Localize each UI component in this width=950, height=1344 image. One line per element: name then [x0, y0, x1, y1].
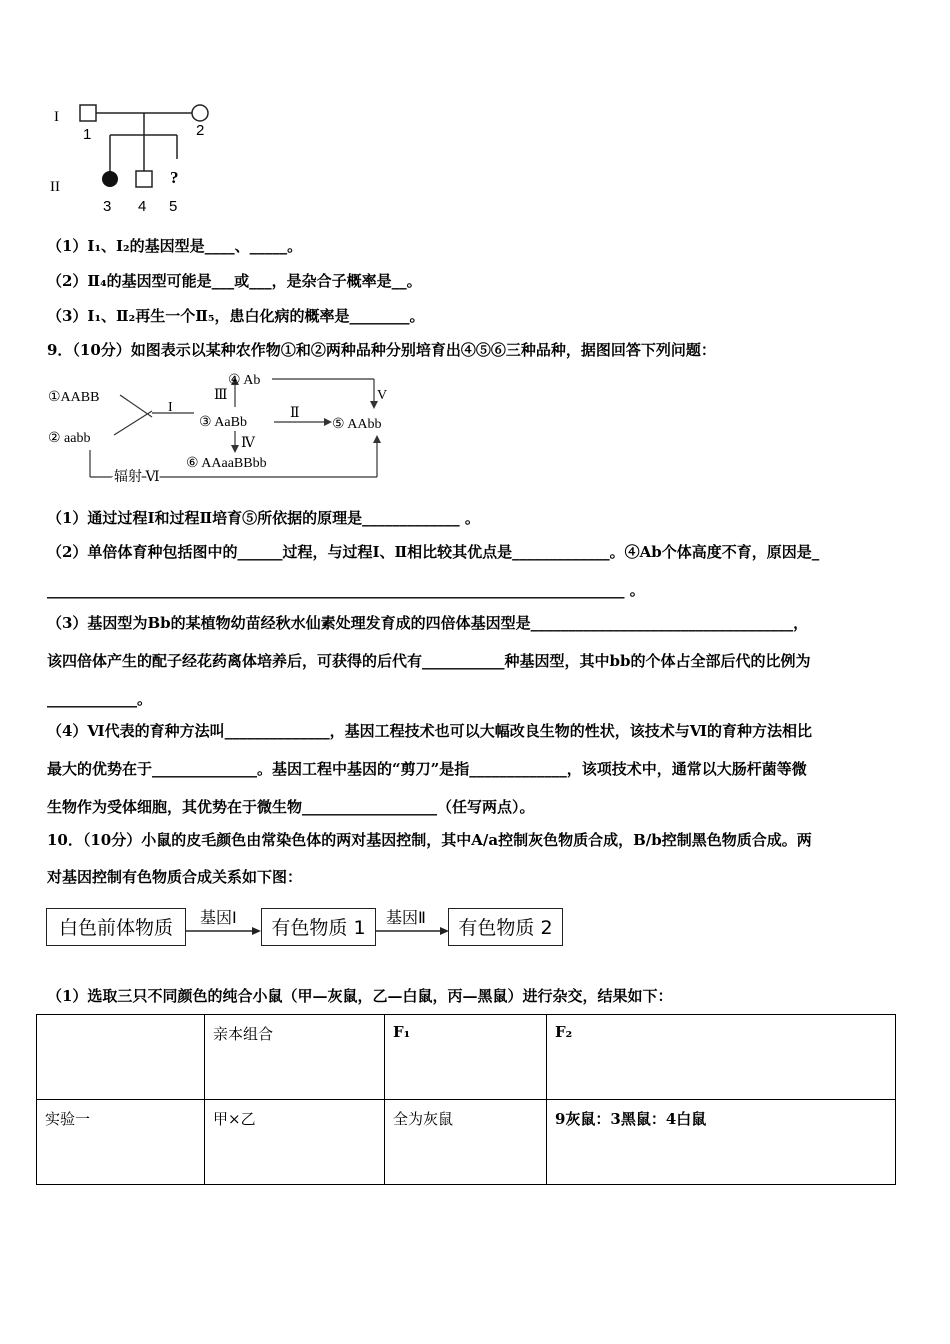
flow-arrow-2 — [376, 925, 450, 937]
q9-part2-line2: _____________________________________________________________________________ 。 — [47, 581, 645, 599]
ind4-label: 4 — [138, 198, 147, 215]
flow-label-gene2: 基因Ⅱ — [386, 908, 426, 927]
gen2-label: II — [50, 179, 60, 195]
ind1-label: 1 — [83, 126, 92, 143]
gen1-label: I — [54, 109, 59, 125]
node-5: ⑤ AAbb — [332, 417, 382, 432]
flow-box-white-precursor: 白色前体物质 — [46, 908, 186, 946]
node-2: ② aabb — [48, 431, 91, 446]
q9-part4-line2: 最大的优势在于______________。基因工程中基因的“剪刀”是指_____________，该项技术中，通常以大肠杆菌等微 — [47, 760, 807, 778]
table-header-cell: F₂ — [547, 1015, 896, 1100]
ind5-label: 5 — [169, 198, 178, 215]
q9-part3-line3: ____________。 — [47, 690, 153, 708]
pedigree-diagram — [40, 95, 230, 220]
node-4: ④ Ab — [228, 373, 261, 388]
breeding-diagram — [44, 365, 404, 485]
flow-box-colored-1: 有色物质 1 — [261, 908, 376, 946]
table-cell: 全为灰鼠 — [385, 1100, 547, 1185]
individual-4-male — [136, 171, 152, 187]
flow-arrow-1 — [186, 925, 262, 937]
q10-title-line2: 对基因控制有色物质合成关系如下图： — [47, 868, 303, 886]
q9-part1: （1）通过过程Ⅰ和过程Ⅱ培育⑤所依据的原理是_____________ 。 — [47, 509, 480, 527]
q10-title-line1: 10．（10分）小鼠的皮毛颜色由常染色体的两对基因控制，其中A/a控制灰色物质合成，B/b控制黑色物质合成。两 — [47, 831, 812, 849]
node-6: ⑥ AAaaBBbb — [186, 456, 267, 471]
table-cell: 实验一 — [37, 1100, 205, 1185]
table-cell: 甲×乙 — [205, 1100, 385, 1185]
ind3-label: 3 — [103, 198, 112, 215]
step-I: I — [168, 400, 173, 415]
q9-part4-line1: （4）Ⅵ代表的育种方法叫______________，基因工程技术也可以大幅改良生物的性状，该技术与Ⅵ的育种方法相比 — [47, 722, 812, 740]
flow-box-colored-2: 有色物质 2 — [448, 908, 563, 946]
q10-part1: （1）选取三只不同颜色的纯合小鼠（甲—灰鼠，乙—白鼠，丙—黑鼠）进行杂交，结果如下： — [47, 987, 673, 1005]
step-II: Ⅱ — [290, 406, 300, 421]
q8-part3: （3）Ⅰ₁、Ⅱ₂再生一个Ⅱ₅，患白化病的概率是________。 — [47, 307, 425, 325]
q9-part3-line1: （3）基因型为Bb的某植物幼苗经秋水仙素处理发育成的四倍体基因型是___________________________________， — [47, 614, 809, 632]
q8-part2: （2）Ⅱ₄的基因型可能是___或___，是杂合子概率是__。 — [47, 272, 422, 290]
table-cell: 9灰鼠：3黑鼠：4白鼠 — [547, 1100, 896, 1185]
node-1: ①AABB — [48, 390, 100, 405]
table-header-cell: F₁ — [385, 1015, 547, 1100]
ind2-label: 2 — [196, 122, 205, 139]
table-header-cell — [37, 1015, 205, 1100]
unknown-mark: ? — [170, 168, 179, 187]
q9-title: 9．（10分）如图表示以某种农作物①和②两种品种分别培育出④⑤⑥三种品种，据图回答下列问题： — [47, 341, 716, 359]
cross-results-table — [36, 1014, 896, 1185]
step-IV: Ⅳ — [241, 436, 255, 451]
flow-label-gene1: 基因Ⅰ — [200, 908, 237, 927]
step-III: Ⅲ — [214, 388, 228, 403]
q8-part1: （1）Ⅰ₁、Ⅰ₂的基因型是____、_____。 — [47, 237, 303, 255]
q9-part4-line3: 生物作为受体细胞，其优势在于微生物__________________（任写两点）。 — [47, 798, 535, 816]
q9-part2-line1: （2）单倍体育种包括图中的______过程，与过程Ⅰ、Ⅱ相比较其优点是_____________。④Ab个体高度不育，原因是_ — [47, 543, 820, 561]
step-V: V — [377, 388, 388, 403]
q9-part3-line2: 该四倍体产生的配子经花药离体培养后，可获得的后代有___________种基因型，其中bb的个体占全部后代的比例为 — [47, 652, 811, 670]
table-header-row — [37, 1015, 896, 1100]
individual-1-male — [80, 105, 96, 121]
step-VI-radiation: 辐射 Ⅵ — [114, 470, 160, 485]
individual-2-female — [192, 105, 208, 121]
node-3: ③ AaBb — [199, 415, 247, 430]
table-row — [37, 1100, 896, 1185]
individual-3-affected-female — [102, 171, 118, 187]
table-header-cell: 亲本组合 — [205, 1015, 385, 1100]
